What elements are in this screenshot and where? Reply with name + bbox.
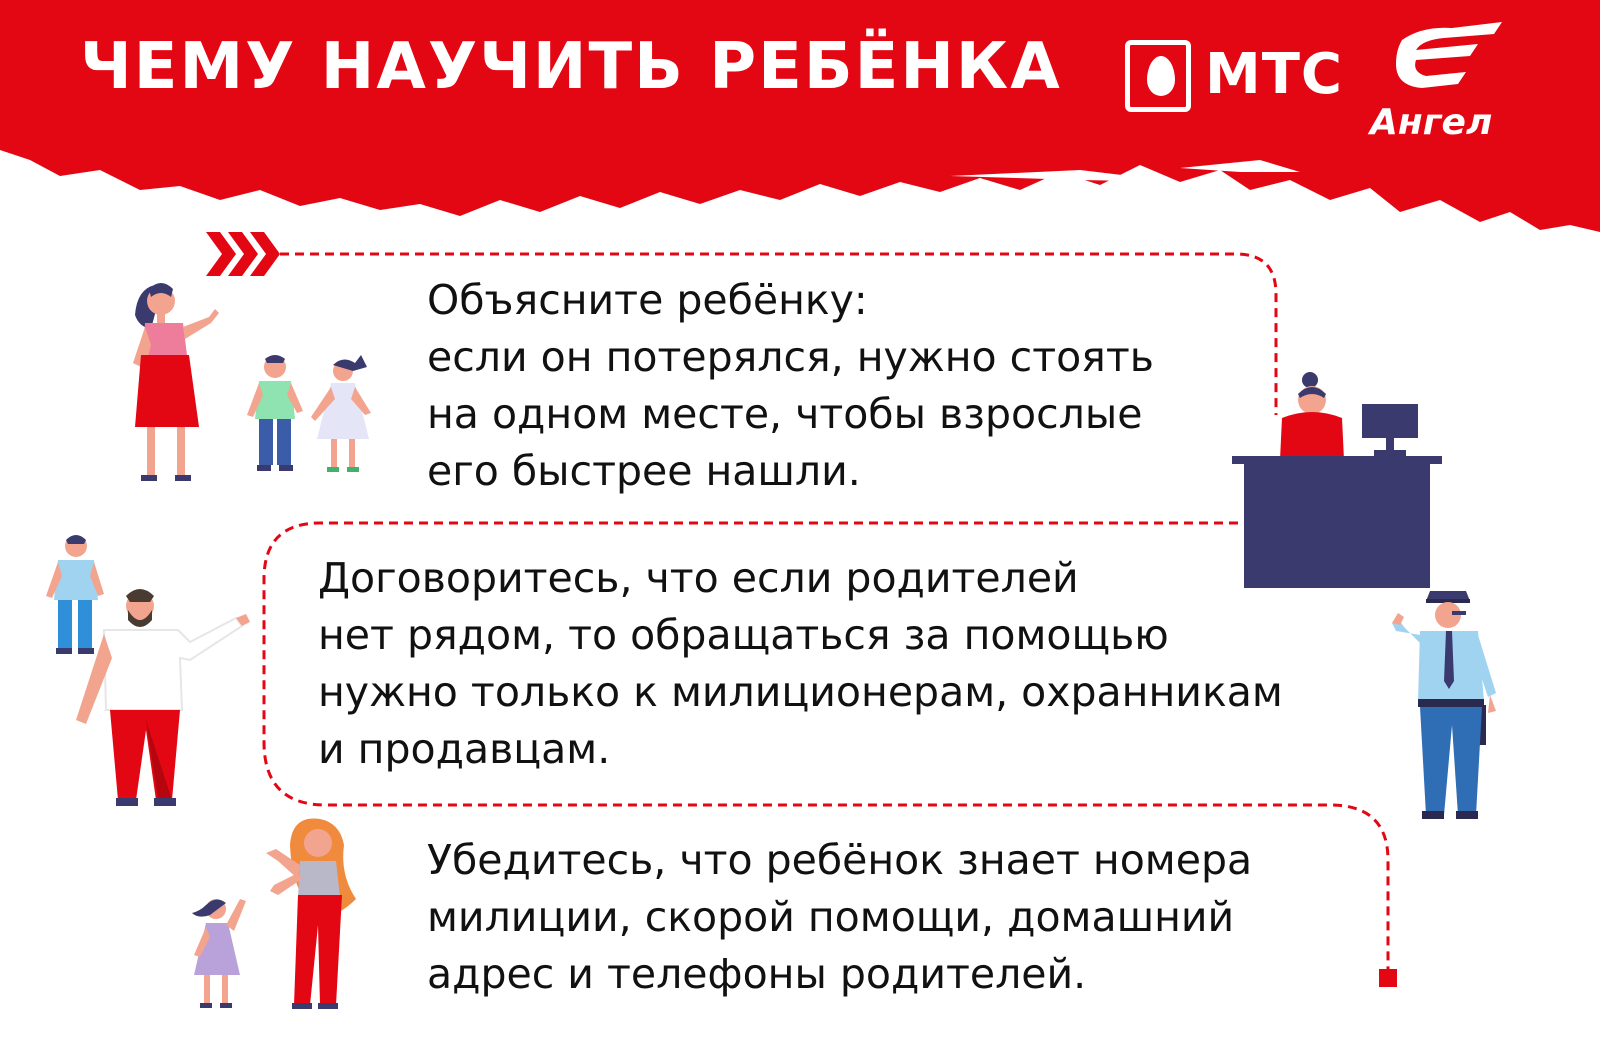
man-figure (76, 589, 250, 806)
woman-figure (266, 819, 356, 1009)
tip-1 (427, 272, 1154, 500)
tip-1-line: на одном месте, чтобы взрослые (427, 390, 1143, 438)
angel-logo-text: Ангел (1370, 102, 1493, 143)
desk (1232, 456, 1442, 588)
receptionist-figure (1280, 372, 1344, 460)
mts-logo-text: МТС (1205, 42, 1344, 107)
tip-2-line: нужно только к милиционерам, охранникам (318, 668, 1283, 716)
tip-1-line: Объясните ребёнку: (427, 276, 868, 324)
tip-3-line: Убедитесь, что ребёнок знает номера (427, 836, 1253, 884)
end-square-icon (1379, 969, 1397, 987)
tip-2-line: и продавцам. (318, 725, 611, 773)
chevrons-icon (206, 232, 280, 276)
tip-1-line: если он потерялся, нужно стоять (427, 333, 1154, 381)
girl-figure (192, 899, 246, 1008)
tip-2-line: Договоритесь, что если родителей (318, 554, 1079, 602)
page-title: ЧЕМУ НАУЧИТЬ РЕБЁНКА (80, 30, 1062, 104)
mother-with-children-illustration (115, 275, 395, 495)
monitor-icon (1362, 404, 1418, 456)
girl-figure (311, 355, 371, 472)
boy-figure (46, 535, 104, 654)
tip-2-line: нет рядом, то обращаться за помощью (318, 611, 1169, 659)
tip-3-line: милиции, скорой помощи, домашний (427, 893, 1235, 941)
tip-3 (427, 832, 1252, 1003)
reception-desk-illustration (1232, 372, 1442, 592)
father-with-son-illustration (40, 530, 250, 830)
police-officer-illustration (1390, 585, 1530, 830)
tip-1-line: его быстрее нашли. (427, 447, 861, 495)
mother-with-daughter-illustration (180, 815, 380, 1035)
woman-figure (133, 283, 219, 481)
tip-2 (318, 550, 1283, 778)
police-officer-figure (1392, 591, 1496, 819)
tip-3-line: адрес и телефоны родителей. (427, 950, 1087, 998)
boy-figure (247, 355, 303, 471)
